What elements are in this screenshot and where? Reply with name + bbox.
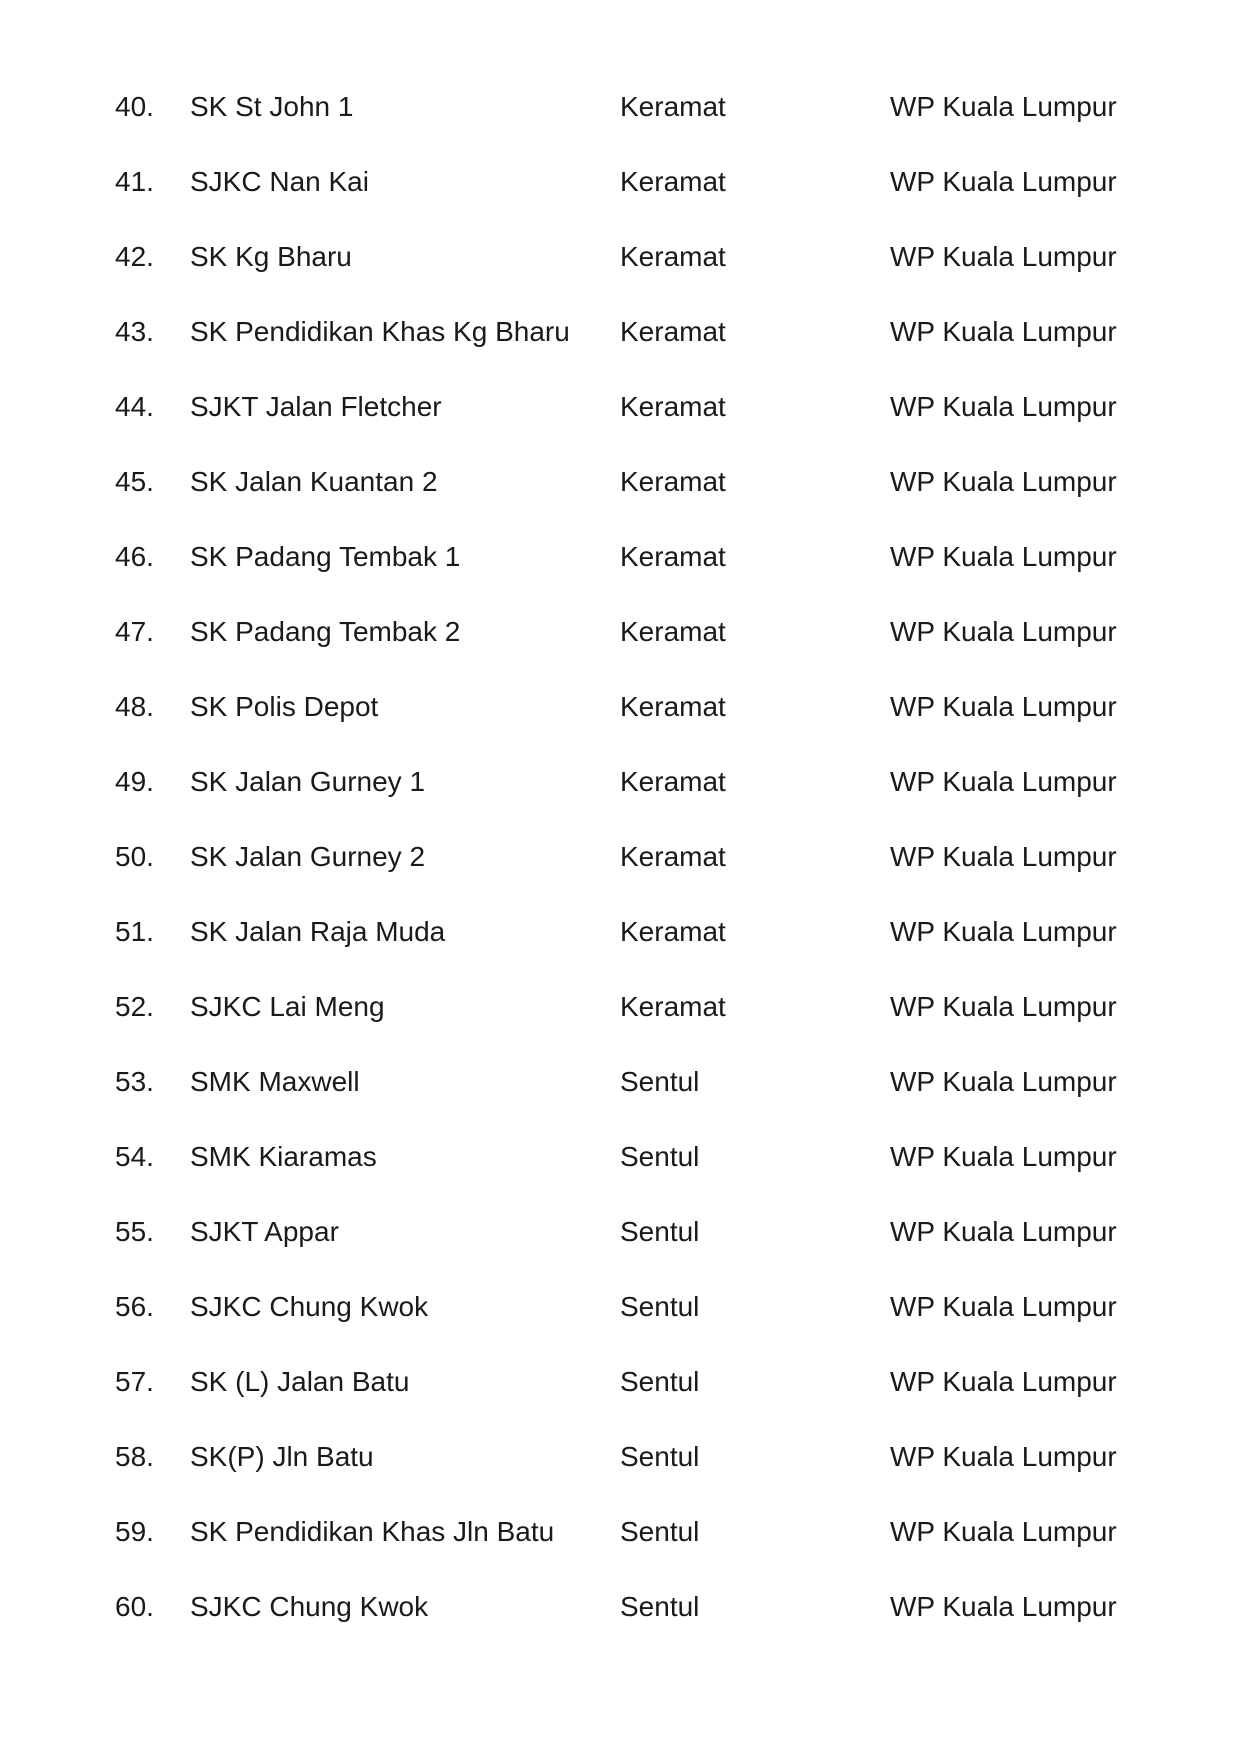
area-name: Keramat	[620, 841, 726, 872]
list-item	[0, 1127, 1241, 1202]
state-name: WP Kuala Lumpur	[890, 1366, 1117, 1397]
school-name: SMK Kiaramas	[190, 1141, 377, 1172]
school-name: SK Kg Bharu	[190, 241, 352, 272]
row-number: 49.	[115, 766, 154, 797]
row-number: 53.	[115, 1066, 154, 1097]
list-item	[0, 1277, 1241, 1352]
list-item	[0, 677, 1241, 752]
school-name: SK Pendidikan Khas Kg Bharu	[190, 316, 570, 347]
row-number: 57.	[115, 1366, 154, 1397]
school-name: SJKC Lai Meng	[190, 991, 385, 1022]
list-item	[0, 377, 1241, 452]
state-name: WP Kuala Lumpur	[890, 1441, 1117, 1472]
school-name: SJKC Nan Kai	[190, 166, 369, 197]
state-name: WP Kuala Lumpur	[890, 1141, 1117, 1172]
area-name: Sentul	[620, 1516, 700, 1547]
state-name: WP Kuala Lumpur	[890, 241, 1117, 272]
row-number: 41.	[115, 166, 154, 197]
state-name: WP Kuala Lumpur	[890, 91, 1117, 122]
state-name: WP Kuala Lumpur	[890, 1291, 1117, 1322]
state-name: WP Kuala Lumpur	[890, 916, 1117, 947]
row-number: 45.	[115, 466, 154, 497]
row-number: 59.	[115, 1516, 154, 1547]
school-name: SJKC Chung Kwok	[190, 1291, 429, 1322]
state-name: WP Kuala Lumpur	[890, 616, 1117, 647]
school-name: SJKC Chung Kwok	[190, 1591, 429, 1622]
list-item	[0, 1427, 1241, 1502]
row-number: 60.	[115, 1591, 154, 1622]
list-item	[0, 1577, 1241, 1652]
state-name: WP Kuala Lumpur	[890, 541, 1117, 572]
school-name: SK Jalan Kuantan 2	[190, 466, 438, 497]
area-name: Keramat	[620, 916, 726, 947]
area-name: Keramat	[620, 391, 726, 422]
row-number: 55.	[115, 1216, 154, 1247]
area-name: Keramat	[620, 691, 726, 722]
school-name: SK St John 1	[190, 91, 354, 122]
area-name: Keramat	[620, 991, 726, 1022]
school-name: SK Jalan Raja Muda	[190, 916, 446, 947]
row-number: 54.	[115, 1141, 154, 1172]
state-name: WP Kuala Lumpur	[890, 691, 1117, 722]
list-item	[0, 1352, 1241, 1427]
area-name: Sentul	[620, 1366, 700, 1397]
school-name: SMK Maxwell	[190, 1066, 360, 1097]
school-name: SK Padang Tembak 1	[190, 541, 461, 572]
state-name: WP Kuala Lumpur	[890, 391, 1117, 422]
area-name: Sentul	[620, 1441, 700, 1472]
list-item	[0, 77, 1241, 152]
area-name: Keramat	[620, 241, 726, 272]
row-number: 48.	[115, 691, 154, 722]
list-item	[0, 227, 1241, 302]
area-name: Keramat	[620, 766, 726, 797]
row-number: 43.	[115, 316, 154, 347]
area-name: Keramat	[620, 616, 726, 647]
area-name: Keramat	[620, 166, 726, 197]
list-item	[0, 452, 1241, 527]
state-name: WP Kuala Lumpur	[890, 1591, 1117, 1622]
area-name: Keramat	[620, 91, 726, 122]
state-name: WP Kuala Lumpur	[890, 1516, 1117, 1547]
row-number: 50.	[115, 841, 154, 872]
school-name: SK Polis Depot	[190, 691, 379, 722]
list-item	[0, 302, 1241, 377]
state-name: WP Kuala Lumpur	[890, 766, 1117, 797]
row-number: 47.	[115, 616, 154, 647]
area-name: Sentul	[620, 1216, 700, 1247]
school-name: SJKT Jalan Fletcher	[190, 391, 442, 422]
state-name: WP Kuala Lumpur	[890, 316, 1117, 347]
row-number: 52.	[115, 991, 154, 1022]
list-item	[0, 902, 1241, 977]
school-name: SJKT Appar	[190, 1216, 339, 1247]
area-name: Sentul	[620, 1291, 700, 1322]
list-item	[0, 977, 1241, 1052]
row-number: 51.	[115, 916, 154, 947]
state-name: WP Kuala Lumpur	[890, 991, 1117, 1022]
list-item	[0, 1502, 1241, 1577]
area-name: Sentul	[620, 1141, 700, 1172]
area-name: Keramat	[620, 466, 726, 497]
area-name: Sentul	[620, 1066, 700, 1097]
state-name: WP Kuala Lumpur	[890, 166, 1117, 197]
list-item	[0, 527, 1241, 602]
school-list	[0, 77, 1241, 1652]
school-name: SK Jalan Gurney 1	[190, 766, 426, 797]
list-item	[0, 752, 1241, 827]
school-name: SK Jalan Gurney 2	[190, 841, 426, 872]
school-name: SK (L) Jalan Batu	[190, 1366, 410, 1397]
list-item	[0, 827, 1241, 902]
area-name: Keramat	[620, 541, 726, 572]
state-name: WP Kuala Lumpur	[890, 1216, 1117, 1247]
row-number: 58.	[115, 1441, 154, 1472]
school-name: SK(P) Jln Batu	[190, 1441, 374, 1472]
area-name: Keramat	[620, 316, 726, 347]
list-item	[0, 1052, 1241, 1127]
school-name: SK Pendidikan Khas Jln Batu	[190, 1516, 555, 1547]
row-number: 46.	[115, 541, 154, 572]
state-name: WP Kuala Lumpur	[890, 466, 1117, 497]
area-name: Sentul	[620, 1591, 700, 1622]
row-number: 42.	[115, 241, 154, 272]
row-number: 44.	[115, 391, 154, 422]
school-name: SK Padang Tembak 2	[190, 616, 461, 647]
row-number: 40.	[115, 91, 154, 122]
state-name: WP Kuala Lumpur	[890, 1066, 1117, 1097]
list-item	[0, 152, 1241, 227]
row-number: 56.	[115, 1291, 154, 1322]
list-item	[0, 602, 1241, 677]
state-name: WP Kuala Lumpur	[890, 841, 1117, 872]
list-item	[0, 1202, 1241, 1277]
